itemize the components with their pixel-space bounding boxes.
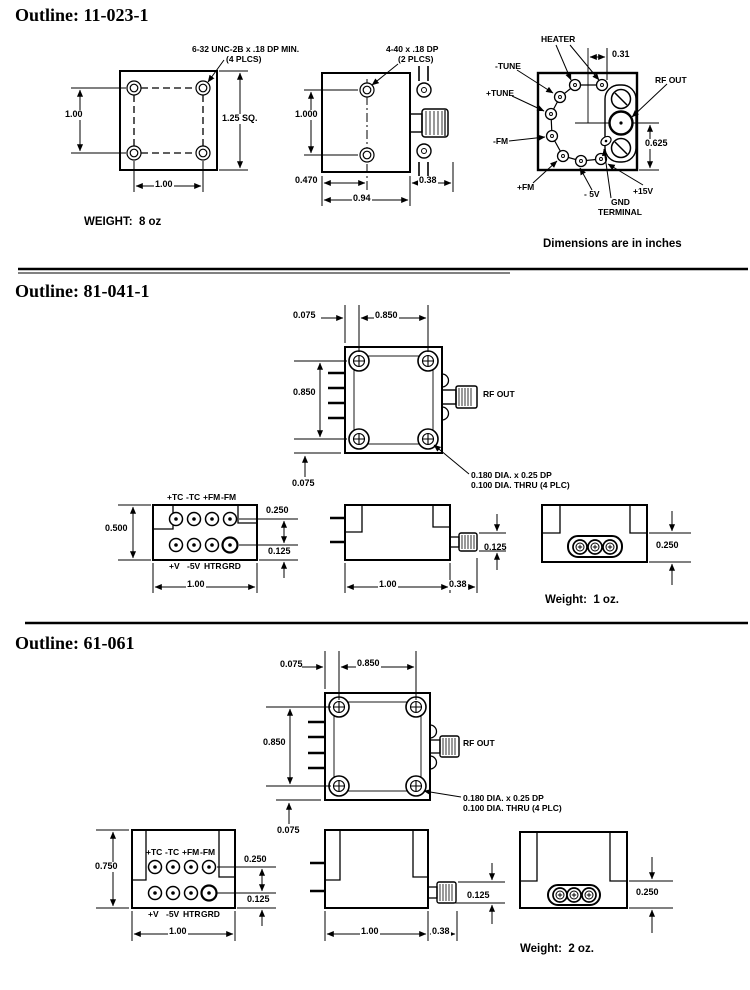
dimension-label: 0.075 [292, 478, 315, 488]
pin-label: +FM [203, 492, 221, 502]
dimension-label: 1.00 [155, 179, 173, 189]
dimension-label: 0.075 [280, 659, 303, 669]
pin-label-pos-fm: +FM [517, 182, 535, 192]
pin-label: HTR [183, 909, 201, 919]
section3-title: Outline: 61-061 [15, 633, 135, 653]
gnd-terminal-label: GND [611, 197, 630, 207]
weight-label: Weight: 1 oz. [545, 594, 619, 606]
dimension-label: 0.125 [268, 546, 291, 556]
pin-label: +TC [146, 847, 163, 857]
pin-label-neg-tune: -TUNE [495, 61, 521, 71]
dimension-label: 0.38 [432, 926, 450, 936]
dimension-label: 0.625 [645, 138, 668, 148]
dimension-label: 0.250 [244, 854, 267, 864]
pin-label: +V [169, 561, 180, 571]
pin-label-pos-15v: +15V [633, 186, 654, 196]
pin-label: -TC [165, 847, 180, 857]
screw-note-places: (4 PLCS) [226, 54, 262, 64]
dimension-label: 1.00 [169, 926, 187, 936]
dimension-label: 0.250 [656, 540, 679, 550]
dimension-label: 0.850 [375, 310, 398, 320]
s1-front-view-drawing [71, 60, 248, 192]
pin-label: -5V [187, 561, 201, 571]
pin-label-neg-fm: -FM [493, 136, 509, 146]
pin-label: GRD [201, 909, 220, 919]
screw-note-places: (2 PLCS) [398, 54, 434, 64]
dimension-label: 0.075 [293, 310, 316, 320]
dimension-label: 0.125 [467, 890, 490, 900]
section1-title: Outline: 11-023-1 [15, 5, 149, 25]
s3-end-view-drawing [520, 832, 673, 933]
dimension-label: 1.25 SQ. [222, 113, 258, 123]
pin-label-pos-tune: +TUNE [486, 88, 515, 98]
pin-label: +TC [167, 492, 184, 502]
pin-label: +FM [182, 847, 200, 857]
screw-note: 4-40 x .18 DP [386, 44, 439, 54]
pin-label: HTR [204, 561, 222, 571]
screw-note: 6-32 UNC-2B x .18 DP MIN. [192, 44, 300, 54]
hole-note: 0.180 DIA. x 0.25 DP [471, 470, 552, 480]
dimension-label: 0.250 [266, 505, 289, 515]
pin-label-neg-5v: - 5V [584, 189, 600, 199]
rf-out-label: RF OUT [463, 738, 495, 748]
pin-label: GRD [222, 561, 241, 571]
rf-out-label: RF OUT [483, 389, 515, 399]
dimension-label: 0.38 [419, 175, 437, 185]
hole-note: 0.180 DIA. x 0.25 DP [463, 793, 544, 803]
dimension-label: 0.250 [636, 887, 659, 897]
pin-label-heater: HEATER [541, 34, 576, 44]
s2-top-view-drawing [294, 305, 477, 477]
dimension-label: 1.00 [187, 579, 205, 589]
dimension-label: 0.94 [353, 193, 371, 203]
pin-label: -5V [166, 909, 180, 919]
gnd-terminal-label: TERMINAL [598, 207, 642, 217]
dimension-label: 0.850 [293, 387, 316, 397]
dimension-label: 1.00 [379, 579, 397, 589]
s2-side-view-drawing [330, 505, 506, 593]
dimension-label: 1.000 [295, 109, 318, 119]
weight-label: Weight: 2 oz. [520, 943, 594, 955]
pin-label: +V [148, 909, 159, 919]
dimension-label: 0.38 [449, 579, 467, 589]
dimension-label: 0.125 [247, 894, 270, 904]
hole-note: 0.100 DIA. THRU (4 PLC) [463, 803, 562, 813]
pin-label: -FM [221, 492, 237, 502]
dimension-label: 0.850 [263, 737, 286, 747]
dimension-label: 1.00 [65, 109, 83, 119]
dimension-label: 0.075 [277, 825, 300, 835]
s1-face-view-drawing [509, 45, 667, 198]
dimension-label: 0.850 [357, 658, 380, 668]
dimension-label: 1.00 [361, 926, 379, 936]
dimension-label: 0.750 [95, 861, 118, 871]
s3-side-view-drawing [310, 830, 505, 941]
weight-label: WEIGHT: 8 oz [84, 216, 162, 228]
dimension-label: 0.125 [484, 542, 507, 552]
dimension-label: 0.31 [612, 49, 630, 59]
pin-label: -FM [200, 847, 216, 857]
section2-title: Outline: 81-041-1 [15, 281, 150, 301]
dimensions-note: Dimensions are in inches [543, 238, 682, 250]
hole-note: 0.100 DIA. THRU (4 PLC) [471, 480, 570, 490]
rf-out-label: RF OUT [655, 75, 687, 85]
dimension-label: 0.500 [105, 523, 128, 533]
pin-label: -TC [186, 492, 201, 502]
section-separators [18, 269, 748, 623]
s3-top-view-drawing [266, 651, 461, 824]
dimension-label: 0.470 [295, 175, 318, 185]
